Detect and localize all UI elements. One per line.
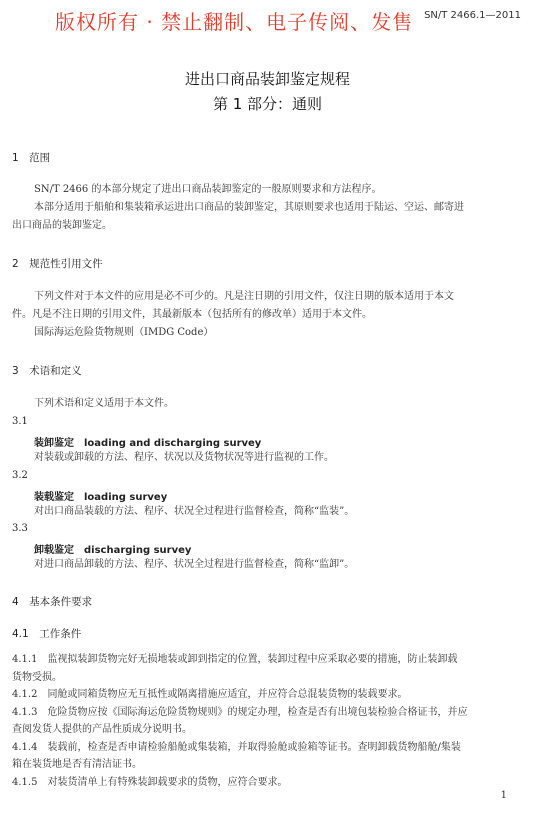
term-definition: 对进口商品卸载的方法、程序、状况全过程进行监督检查，简称“监卸”。 (34, 559, 355, 570)
section-1-para-2-line-2: 出口商品的装卸鉴定。 (12, 220, 112, 231)
standard-number: SN/T 2466.1—2011 (424, 10, 521, 21)
clause-4-1-1-line-2: 货物受损。 (12, 672, 62, 683)
term-en: discharging survey (84, 545, 192, 556)
clause-4-1-3-line-1: 4.1.3 危险货物应按《国际海运危险货物规则》的规定办理，检查是否有出境包装检验合格证书，并应 (12, 707, 468, 718)
section-1-para-2-line-1: 本部分适用于船舶和集装箱承运进出口商品的装卸鉴定，其原则要求也适用于陆运、空运、邮寄进 (34, 202, 464, 213)
section-1-para-1: SN/T 2466 的本部分规定了进出口商品装卸鉴定的一般原则要求和方法程序。 (34, 184, 382, 195)
term-number: 3.2 (12, 470, 28, 481)
clause-4-1-4-line-1: 4.1.4 装载前，检查是否申请检验船舱或集装箱，并取得验舱或验箱等证书。查明卸载货物船舱/集装 (12, 742, 461, 753)
term-title (34, 434, 261, 449)
clause-4-1-3-line-2: 查阅发货人提供的产品性质成分说明书。 (12, 724, 192, 735)
section-2-para-1-line-1: 下列文件对于本文件的应用是必不可少的。凡是注日期的引用文件，仅注日期的版本适用于本文 (34, 291, 454, 302)
document-title: 进出口商品装卸鉴定规程 (184, 70, 350, 88)
term-zh: 卸载鉴定 (34, 545, 74, 556)
term-zh: 装载鉴定 (34, 492, 74, 503)
term-number: 3.3 (12, 523, 28, 534)
section-2-reference: 国际海运危险货物规则（IMDG Code） (34, 327, 214, 338)
term-title (34, 488, 167, 503)
section-2-para-1-line-2: 件。凡是不注日期的引用文件，其最新版本（包括所有的修改单）适用于本文件。 (12, 309, 372, 320)
page-number: 1 (500, 790, 507, 801)
clause-4-1-1-line-1: 4.1.1 监视拟装卸货物完好无损地装或卸到指定的位置，装卸过程中应采取必要的措施，防止装卸载 (12, 654, 458, 665)
subsection-4-1-heading: 4.1 工作条件 (12, 628, 82, 640)
clause-4-1-2: 4.1.2 同舱或同箱货物应无互抵性或隔离措施应适宜，并应符合总混装货物的装载要求。 (12, 689, 408, 700)
clause-4-1-5: 4.1.5 对装货清单上有特殊装卸载要求的货物，应符合要求。 (12, 777, 288, 788)
term-number: 3.1 (12, 416, 28, 427)
term-title (34, 541, 191, 556)
section-3-heading: 3 术语和定义 (12, 365, 82, 377)
section-1-heading: 1 范围 (12, 152, 51, 164)
document-subtitle: 第 1 部分：通则 (212, 95, 323, 113)
section-3-intro: 下列术语和定义适用于本文件。 (34, 398, 174, 409)
copyright-watermark: 版权所有 · 禁止翻制、电子传阅、发售 (55, 10, 414, 34)
term-en: loading survey (84, 492, 168, 503)
term-zh: 装卸鉴定 (34, 438, 74, 449)
term-definition: 对出口商品装载的方法、程序、状况全过程进行监督检查，简称“监装”。 (34, 506, 355, 517)
section-2-heading: 2 规范性引用文件 (12, 258, 103, 270)
section-4-heading: 4 基本条件要求 (12, 596, 93, 608)
clause-4-1-4-line-2: 箱在装货地是否有清洁证书。 (12, 759, 142, 770)
term-definition: 对装载或卸载的方法、程序、状况以及货物状况等进行监视的工作。 (34, 452, 334, 463)
term-en: loading and discharging survey (84, 438, 262, 449)
